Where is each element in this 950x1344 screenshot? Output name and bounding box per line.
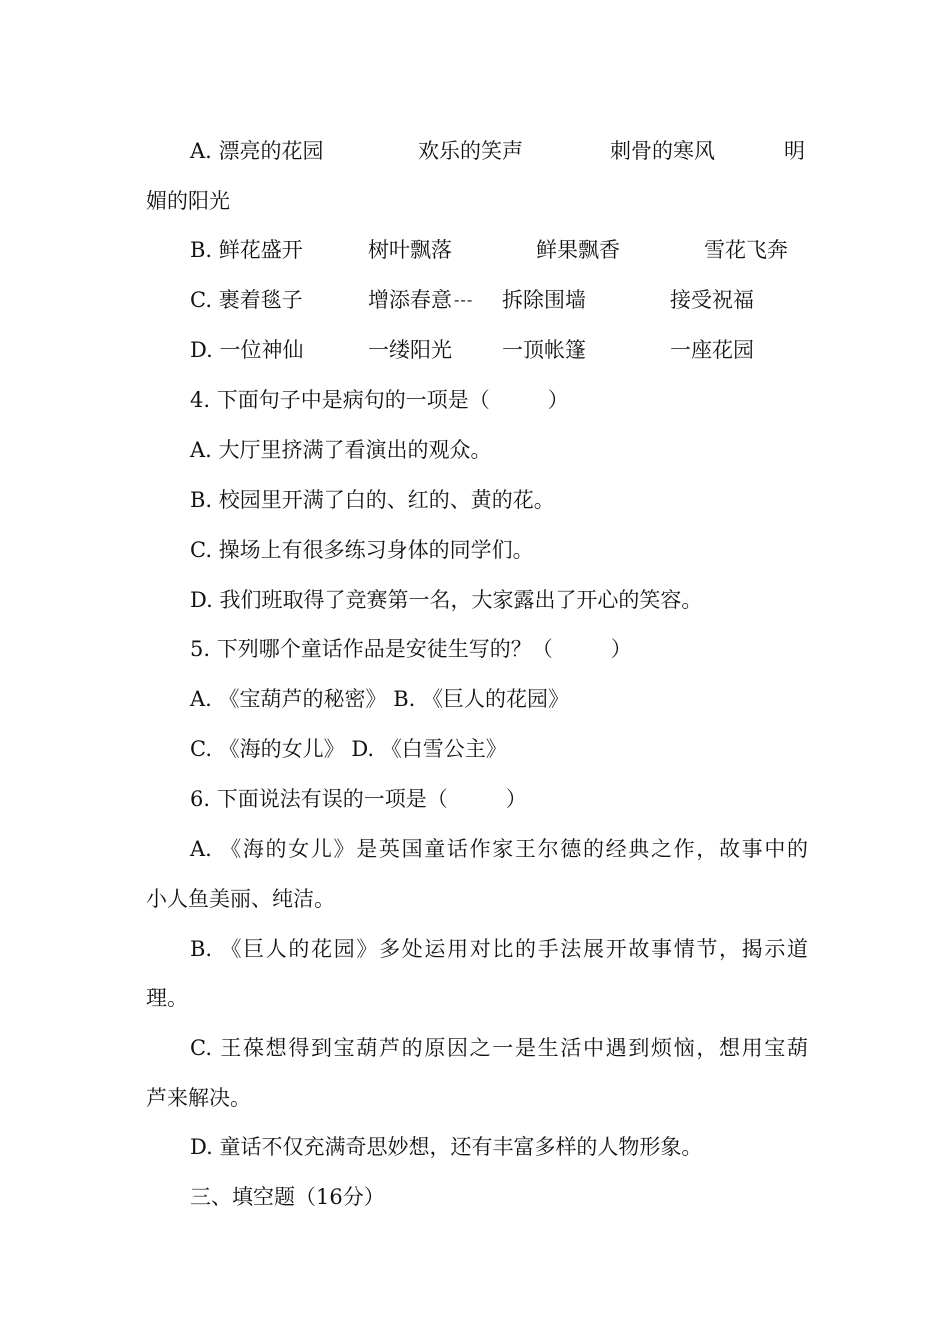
q3-b-item-1: B. 鲜花盛开 [190, 238, 303, 262]
section-3-heading: 三、填空题（16分） [190, 1185, 385, 1209]
q6-option-b-line-1: B. 《巨人的花园》多处运用对比的手法展开故事情节，揭示道 [190, 937, 808, 961]
q3-d-item-3: 一顶帐篷 [502, 338, 586, 362]
q3-b-item-4: 雪花飞奔 [704, 238, 788, 262]
q3-option-b [190, 233, 808, 267]
q5-close-paren: ） [610, 637, 632, 661]
q3-d-item-2: 一缕阳光 [368, 338, 452, 362]
q6-stem [190, 782, 808, 816]
q4-question: 4. 下面句子中是病句的一项是（ [190, 388, 490, 412]
q3-b-item-2: 树叶飘落 [368, 238, 452, 262]
q3-c-item-1: C. 裹着毯子 [190, 288, 303, 312]
q3-option-a [190, 134, 808, 168]
q3-option-d [190, 333, 808, 367]
q4-option-b: B. 校园里开满了白的、红的、黄的花。 [190, 488, 555, 512]
q6-option-b-line-2: 理。 [146, 986, 188, 1010]
q5-options-ab: A. 《宝葫芦的秘密》 B. 《巨人的花园》 [190, 687, 569, 711]
q6-option-d: D. 童话不仅充满奇思妙想，还有丰富多样的人物形象。 [190, 1135, 703, 1159]
q5-stem [190, 632, 808, 666]
q3-c-item-3: 拆除围墙 [502, 288, 586, 312]
q4-option-a: A. 大厅里挤满了看演出的观众。 [190, 438, 492, 462]
q3-b-item-3: 鲜果飘香 [536, 238, 620, 262]
q3-a-item-2: 欢乐的笑声 [418, 139, 523, 163]
q4-stem [190, 383, 808, 417]
q6-option-a-line-2: 小人鱼美丽、纯洁。 [146, 887, 335, 911]
q3-a-item-4-start: 明 [784, 139, 805, 163]
q3-d-item-1: D. 一位神仙 [190, 338, 304, 362]
q6-close-paren: ） [505, 787, 527, 811]
q3-a-item-3: 刺骨的寒风 [610, 139, 715, 163]
q4-close-paren: ） [547, 388, 569, 412]
q4-option-d: D. 我们班取得了竞赛第一名，大家露出了开心的笑容。 [190, 588, 703, 612]
q3-option-a-continued: 媚的阳光 [146, 189, 230, 213]
q3-c-dash-mark: --- [454, 290, 474, 309]
q3-d-item-4: 一座花园 [670, 338, 754, 362]
q6-option-c-line-2: 芦来解决。 [146, 1086, 251, 1110]
q3-option-c [190, 283, 808, 317]
q6-question: 6. 下面说法有误的一项是（ [190, 787, 448, 811]
q6-option-a-line-1: A. 《海的女儿》是英国童话作家王尔德的经典之作，故事中的 [190, 837, 808, 861]
q3-c-item-2: 增添春意 [368, 288, 452, 312]
q4-option-c: C. 操场上有很多练习身体的同学们。 [190, 538, 534, 562]
q3-a-item-1: A. 漂亮的花园 [190, 139, 324, 163]
q3-c-item-4: 接受祝福 [670, 288, 754, 312]
q6-option-c-line-1: C. 王葆想得到宝葫芦的原因之一是生活中遇到烦恼，想用宝葫 [190, 1036, 808, 1060]
q5-options-cd: C. 《海的女儿》 D. 《白雪公主》 [190, 737, 507, 761]
q5-question: 5. 下列哪个童话作品是安徒生写的？（ [190, 637, 553, 661]
